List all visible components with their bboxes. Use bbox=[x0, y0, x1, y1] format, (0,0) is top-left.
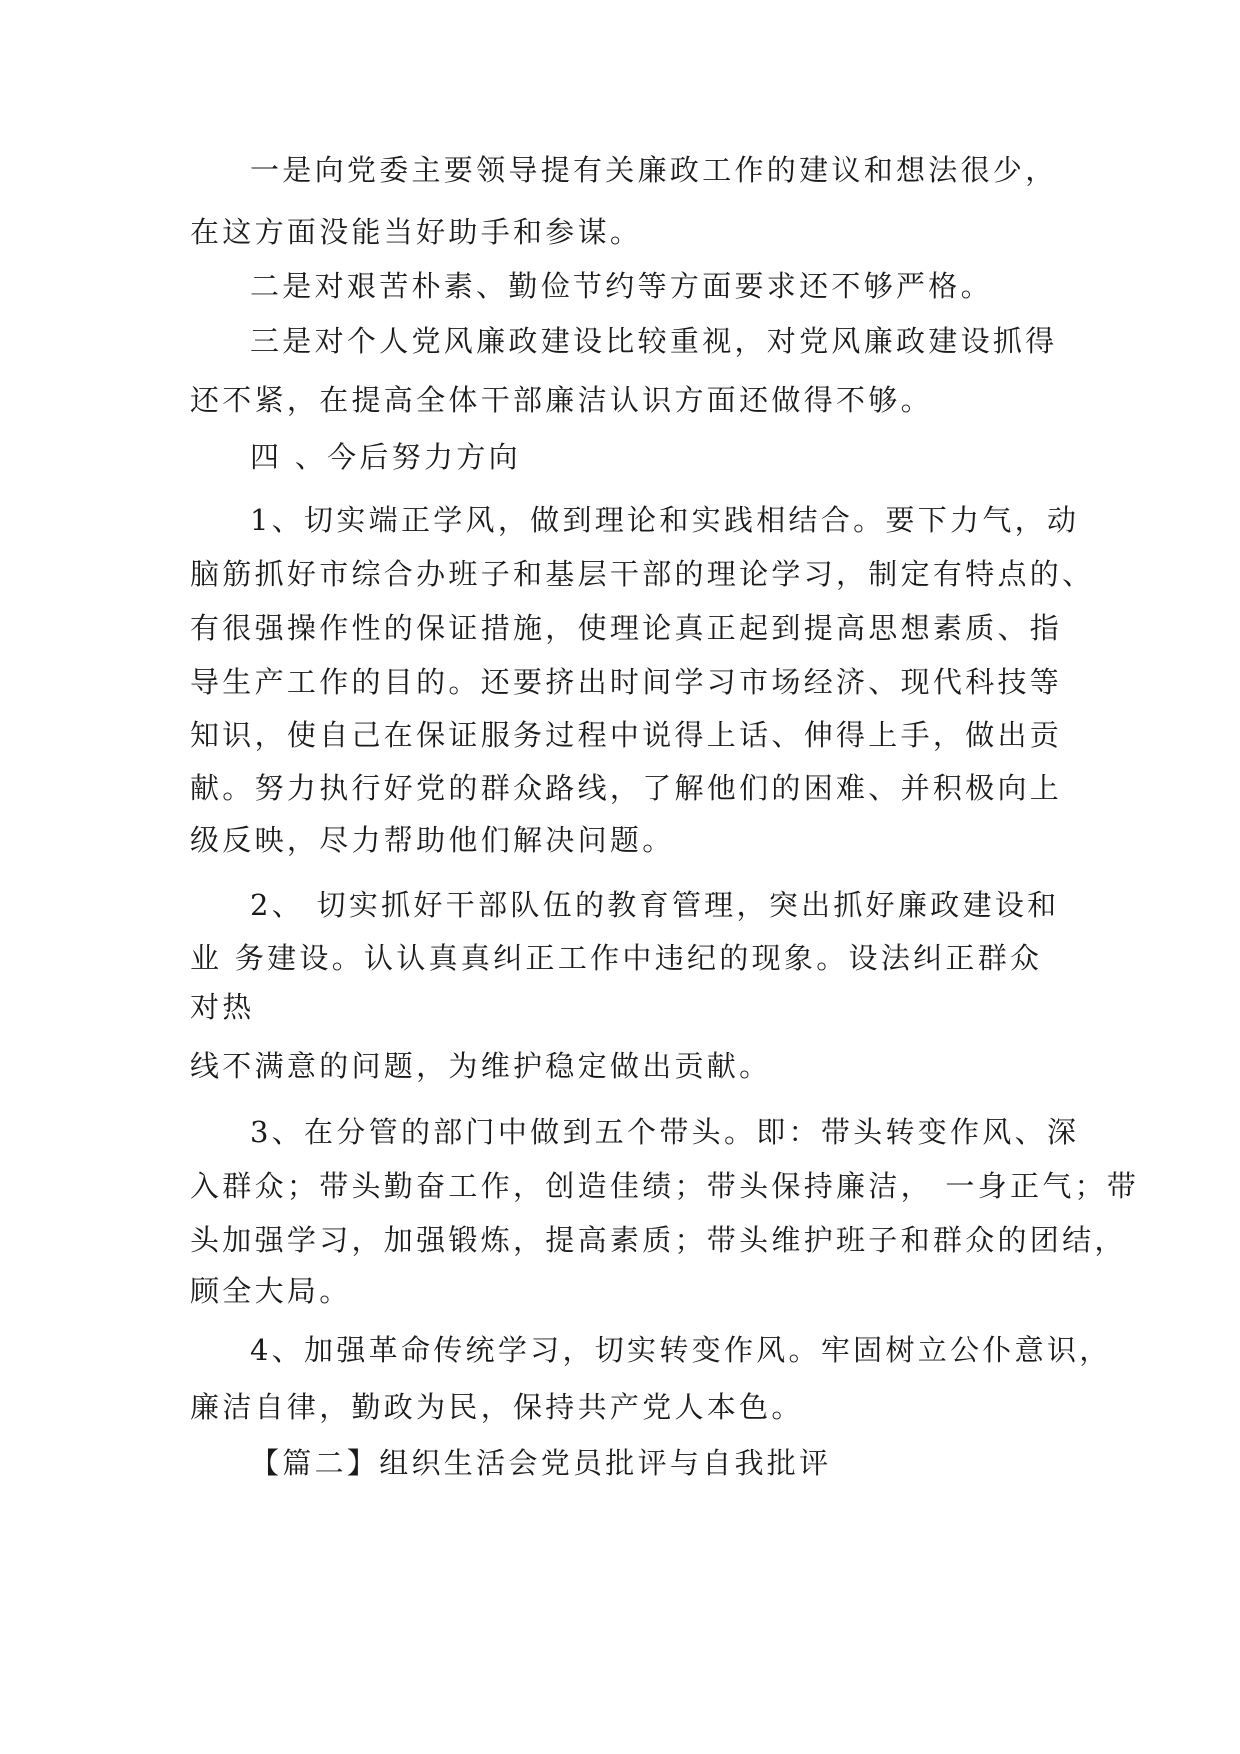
paragraph-line: 顾全大局。 bbox=[190, 1274, 352, 1308]
paragraph-line: 级反映，尽力帮助他们解决问题。 bbox=[190, 823, 675, 857]
section-heading: 四 、今后努力方向 bbox=[250, 440, 521, 474]
paragraph-line: 2、 切实抓好干部队伍的教育管理，突出抓好廉政建设和 bbox=[250, 888, 1060, 922]
paragraph-line: 一是向党委主要领导提有关廉政工作的建议和想法很少， bbox=[250, 153, 1058, 187]
paragraph-line: 三是对个人党风廉政建设比较重视，对党风廉政建设抓得 bbox=[250, 324, 1058, 358]
paragraph-line: 廉洁自律，勤政为民，保持共产党人本色。 bbox=[190, 1390, 804, 1424]
paragraph-line: 入群众；带头勤奋工作，创造佳绩；带头保持廉洁， 一身正气；带 bbox=[190, 1169, 1140, 1203]
paragraph-line: 脑筋抓好市综合办班子和基层干部的理论学习，制定有特点的、 bbox=[190, 557, 1095, 591]
paragraph-line: 二是对艰苦朴素、勤俭节约等方面要求还不够严格。 bbox=[250, 269, 993, 303]
paragraph-line: 导生产工作的目的。还要挤出时间学习市场经济、现代科技等 bbox=[190, 665, 1063, 699]
paragraph-line: 知识，使自己在保证服务过程中说得上话、伸得上手，做出贡 bbox=[190, 718, 1063, 752]
paragraph-line: 4、加强革命传统学习，切实转变作风。牢固树立公仆意识， bbox=[250, 1333, 1112, 1367]
paragraph-line: 献。努力执行好党的群众路线，了解他们的困难、并积极向上 bbox=[190, 771, 1063, 805]
paragraph-line: 3、在分管的部门中做到五个带头。即：带头转变作风、深 bbox=[250, 1115, 1080, 1149]
section-title: 【篇二】组织生活会党员批评与自我批评 bbox=[250, 1446, 832, 1480]
paragraph-line: 1、切实端正学风，做到理论和实践相结合。要下力气，动 bbox=[250, 503, 1080, 537]
paragraph-line: 对热 bbox=[190, 990, 255, 1024]
paragraph-line: 还不紧，在提高全体干部廉洁认识方面还做得不够。 bbox=[190, 383, 933, 417]
paragraph-line: 头加强学习，加强锻炼，提高素质；带头维护班子和群众的团结， bbox=[190, 1223, 1127, 1257]
paragraph-line: 在这方面没能当好助手和参谋。 bbox=[190, 215, 643, 249]
paragraph-line: 业 务建设。认认真真纠正工作中违纪的现象。设法纠正群众 bbox=[190, 941, 1043, 975]
paragraph-line: 线不满意的问题，为维护稳定做出贡献。 bbox=[190, 1049, 772, 1083]
paragraph-line: 有很强操作性的保证措施，使理论真正起到提高思想素质、指 bbox=[190, 611, 1063, 645]
